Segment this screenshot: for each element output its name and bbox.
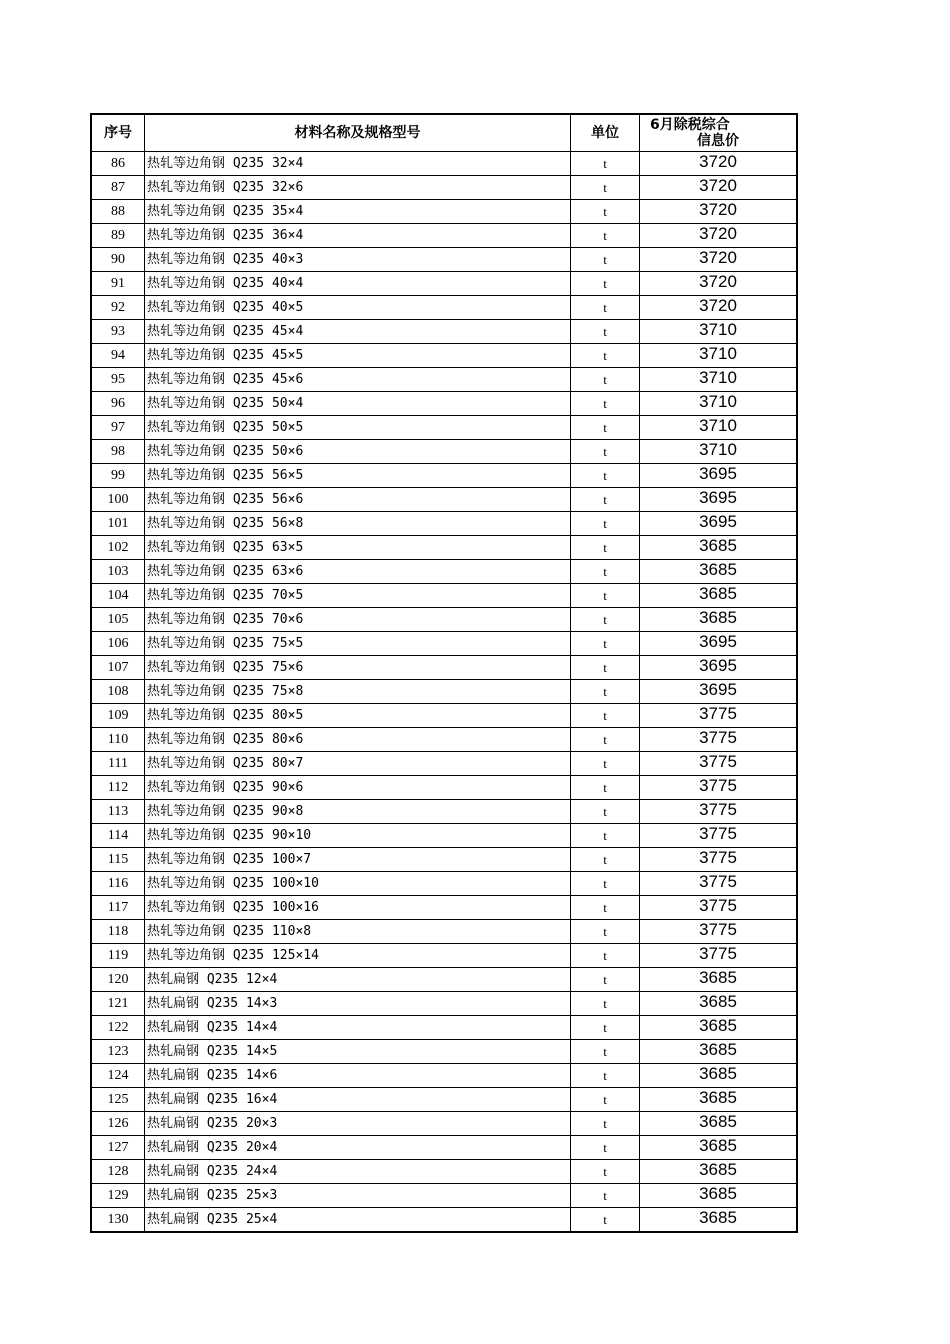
table-row	[91, 1088, 797, 1112]
row-no: 118	[91, 920, 145, 944]
row-no: 104	[91, 584, 145, 608]
table-row	[91, 1208, 797, 1233]
table-row	[91, 752, 797, 776]
header-unit: 单位	[571, 114, 640, 152]
row-name: 热轧等边角钢 Q235 40×4	[145, 272, 571, 296]
row-price: 3685	[640, 1040, 798, 1064]
price-table	[90, 113, 798, 1233]
row-no: 129	[91, 1184, 145, 1208]
row-name: 热轧等边角钢 Q235 32×6	[145, 176, 571, 200]
row-unit: t	[571, 872, 640, 896]
row-no: 123	[91, 1040, 145, 1064]
table-row	[91, 728, 797, 752]
row-price: 3710	[640, 344, 798, 368]
row-unit: t	[571, 1208, 640, 1233]
table-row	[91, 536, 797, 560]
row-name: 热轧等边角钢 Q235 125×14	[145, 944, 571, 968]
table-row	[91, 152, 797, 176]
header-price-line2: 信息价	[697, 133, 739, 149]
row-price: 3685	[640, 1064, 798, 1088]
header-price-line1: 6月除税综合	[650, 117, 730, 133]
row-unit: t	[571, 416, 640, 440]
table-row	[91, 704, 797, 728]
row-price: 3775	[640, 824, 798, 848]
row-unit: t	[571, 752, 640, 776]
row-name: 热轧等边角钢 Q235 50×5	[145, 416, 571, 440]
table-row	[91, 872, 797, 896]
row-price: 3720	[640, 296, 798, 320]
table-row	[91, 896, 797, 920]
row-price: 3695	[640, 488, 798, 512]
table-row	[91, 272, 797, 296]
row-unit: t	[571, 440, 640, 464]
row-unit: t	[571, 224, 640, 248]
row-price: 3695	[640, 512, 798, 536]
row-no: 98	[91, 440, 145, 464]
row-unit: t	[571, 176, 640, 200]
row-unit: t	[571, 320, 640, 344]
row-no: 103	[91, 560, 145, 584]
row-price: 3775	[640, 800, 798, 824]
row-price: 3695	[640, 464, 798, 488]
row-name: 热轧等边角钢 Q235 75×8	[145, 680, 571, 704]
row-price: 3775	[640, 728, 798, 752]
row-name: 热轧等边角钢 Q235 70×5	[145, 584, 571, 608]
row-price: 3720	[640, 152, 798, 176]
row-unit: t	[571, 512, 640, 536]
table-row	[91, 800, 797, 824]
row-price: 3685	[640, 584, 798, 608]
row-name: 热轧等边角钢 Q235 80×7	[145, 752, 571, 776]
row-no: 120	[91, 968, 145, 992]
row-unit: t	[571, 1064, 640, 1088]
row-no: 110	[91, 728, 145, 752]
row-name: 热轧等边角钢 Q235 50×4	[145, 392, 571, 416]
row-no: 106	[91, 632, 145, 656]
row-unit: t	[571, 248, 640, 272]
row-no: 127	[91, 1136, 145, 1160]
row-unit: t	[571, 680, 640, 704]
header-price	[640, 114, 798, 152]
table-body	[91, 152, 797, 1233]
row-no: 87	[91, 176, 145, 200]
row-no: 89	[91, 224, 145, 248]
row-no: 126	[91, 1112, 145, 1136]
row-name: 热轧等边角钢 Q235 63×5	[145, 536, 571, 560]
table-row	[91, 776, 797, 800]
row-unit: t	[571, 608, 640, 632]
row-no: 92	[91, 296, 145, 320]
row-name: 热轧扁钢 Q235 25×3	[145, 1184, 571, 1208]
table-row	[91, 392, 797, 416]
row-name: 热轧等边角钢 Q235 56×6	[145, 488, 571, 512]
table-row	[91, 344, 797, 368]
row-unit: t	[571, 1088, 640, 1112]
row-unit: t	[571, 536, 640, 560]
table-row	[91, 224, 797, 248]
row-name: 热轧等边角钢 Q235 100×7	[145, 848, 571, 872]
row-unit: t	[571, 920, 640, 944]
row-name: 热轧等边角钢 Q235 90×10	[145, 824, 571, 848]
row-name: 热轧等边角钢 Q235 35×4	[145, 200, 571, 224]
row-unit: t	[571, 560, 640, 584]
row-price: 3710	[640, 440, 798, 464]
row-no: 102	[91, 536, 145, 560]
row-price: 3685	[640, 1136, 798, 1160]
row-price: 3685	[640, 1160, 798, 1184]
row-price: 3775	[640, 896, 798, 920]
row-price: 3685	[640, 1016, 798, 1040]
row-name: 热轧等边角钢 Q235 40×3	[145, 248, 571, 272]
row-unit: t	[571, 1160, 640, 1184]
table-row	[91, 1064, 797, 1088]
header-name: 材料名称及规格型号	[145, 114, 571, 152]
row-price: 3720	[640, 248, 798, 272]
row-price: 3710	[640, 368, 798, 392]
row-price: 3720	[640, 200, 798, 224]
row-price: 3710	[640, 392, 798, 416]
table-row	[91, 968, 797, 992]
row-no: 121	[91, 992, 145, 1016]
row-unit: t	[571, 704, 640, 728]
table-row	[91, 824, 797, 848]
row-no: 101	[91, 512, 145, 536]
table-row	[91, 1040, 797, 1064]
row-price: 3775	[640, 704, 798, 728]
row-name: 热轧等边角钢 Q235 36×4	[145, 224, 571, 248]
row-no: 96	[91, 392, 145, 416]
table-row	[91, 296, 797, 320]
row-price: 3685	[640, 968, 798, 992]
row-price: 3775	[640, 944, 798, 968]
row-price: 3775	[640, 872, 798, 896]
row-no: 105	[91, 608, 145, 632]
row-no: 91	[91, 272, 145, 296]
row-price: 3695	[640, 656, 798, 680]
row-no: 125	[91, 1088, 145, 1112]
row-no: 93	[91, 320, 145, 344]
row-no: 109	[91, 704, 145, 728]
row-unit: t	[571, 392, 640, 416]
table-row	[91, 608, 797, 632]
row-unit: t	[571, 200, 640, 224]
row-price: 3775	[640, 776, 798, 800]
row-price: 3775	[640, 920, 798, 944]
row-name: 热轧等边角钢 Q235 100×10	[145, 872, 571, 896]
row-unit: t	[571, 272, 640, 296]
table-row	[91, 848, 797, 872]
row-unit: t	[571, 848, 640, 872]
row-price: 3710	[640, 320, 798, 344]
row-no: 99	[91, 464, 145, 488]
row-name: 热轧等边角钢 Q235 56×5	[145, 464, 571, 488]
row-price: 3685	[640, 1112, 798, 1136]
table-row	[91, 1184, 797, 1208]
table-row	[91, 944, 797, 968]
row-no: 108	[91, 680, 145, 704]
row-name: 热轧等边角钢 Q235 75×5	[145, 632, 571, 656]
table-row	[91, 680, 797, 704]
row-unit: t	[571, 656, 640, 680]
row-name: 热轧扁钢 Q235 24×4	[145, 1160, 571, 1184]
row-unit: t	[571, 800, 640, 824]
row-price: 3685	[640, 560, 798, 584]
row-no: 95	[91, 368, 145, 392]
row-name: 热轧扁钢 Q235 14×3	[145, 992, 571, 1016]
row-name: 热轧等边角钢 Q235 32×4	[145, 152, 571, 176]
table-row	[91, 416, 797, 440]
row-no: 115	[91, 848, 145, 872]
table-row	[91, 584, 797, 608]
row-unit: t	[571, 152, 640, 176]
row-no: 128	[91, 1160, 145, 1184]
table-row	[91, 920, 797, 944]
table-row	[91, 1016, 797, 1040]
row-unit: t	[571, 1136, 640, 1160]
row-price: 3775	[640, 848, 798, 872]
row-unit: t	[571, 944, 640, 968]
row-price: 3720	[640, 224, 798, 248]
row-price: 3685	[640, 536, 798, 560]
table-row	[91, 440, 797, 464]
row-no: 117	[91, 896, 145, 920]
table-row	[91, 992, 797, 1016]
row-name: 热轧扁钢 Q235 14×5	[145, 1040, 571, 1064]
row-unit: t	[571, 488, 640, 512]
row-unit: t	[571, 1184, 640, 1208]
row-no: 122	[91, 1016, 145, 1040]
row-price: 3775	[640, 752, 798, 776]
row-unit: t	[571, 368, 640, 392]
row-no: 116	[91, 872, 145, 896]
row-name: 热轧等边角钢 Q235 45×5	[145, 344, 571, 368]
row-name: 热轧等边角钢 Q235 50×6	[145, 440, 571, 464]
row-price: 3720	[640, 272, 798, 296]
row-price: 3685	[640, 1184, 798, 1208]
row-unit: t	[571, 1016, 640, 1040]
row-price: 3685	[640, 608, 798, 632]
row-unit: t	[571, 896, 640, 920]
row-no: 114	[91, 824, 145, 848]
row-no: 112	[91, 776, 145, 800]
table-row	[91, 1160, 797, 1184]
table-row	[91, 248, 797, 272]
row-unit: t	[571, 632, 640, 656]
row-unit: t	[571, 344, 640, 368]
table-row	[91, 512, 797, 536]
row-name: 热轧等边角钢 Q235 45×6	[145, 368, 571, 392]
row-no: 100	[91, 488, 145, 512]
row-price: 3710	[640, 416, 798, 440]
row-name: 热轧等边角钢 Q235 110×8	[145, 920, 571, 944]
row-unit: t	[571, 776, 640, 800]
row-unit: t	[571, 968, 640, 992]
row-name: 热轧扁钢 Q235 14×4	[145, 1016, 571, 1040]
table-row	[91, 176, 797, 200]
table-row	[91, 1136, 797, 1160]
row-unit: t	[571, 1112, 640, 1136]
row-unit: t	[571, 728, 640, 752]
row-no: 97	[91, 416, 145, 440]
header-row	[91, 114, 797, 152]
row-no: 107	[91, 656, 145, 680]
table-row	[91, 320, 797, 344]
table-row	[91, 1112, 797, 1136]
row-name: 热轧等边角钢 Q235 70×6	[145, 608, 571, 632]
row-no: 90	[91, 248, 145, 272]
row-name: 热轧等边角钢 Q235 80×6	[145, 728, 571, 752]
row-name: 热轧等边角钢 Q235 90×6	[145, 776, 571, 800]
row-no: 113	[91, 800, 145, 824]
row-price: 3695	[640, 632, 798, 656]
row-no: 119	[91, 944, 145, 968]
table-row	[91, 488, 797, 512]
row-price: 3685	[640, 1208, 798, 1233]
row-unit: t	[571, 1040, 640, 1064]
row-price: 3695	[640, 680, 798, 704]
row-unit: t	[571, 824, 640, 848]
row-name: 热轧扁钢 Q235 12×4	[145, 968, 571, 992]
row-unit: t	[571, 296, 640, 320]
row-no: 86	[91, 152, 145, 176]
table-row	[91, 656, 797, 680]
row-no: 111	[91, 752, 145, 776]
table-row	[91, 200, 797, 224]
row-name: 热轧等边角钢 Q235 80×5	[145, 704, 571, 728]
row-name: 热轧等边角钢 Q235 56×8	[145, 512, 571, 536]
row-no: 124	[91, 1064, 145, 1088]
row-unit: t	[571, 584, 640, 608]
row-name: 热轧扁钢 Q235 20×4	[145, 1136, 571, 1160]
row-no: 88	[91, 200, 145, 224]
row-no: 94	[91, 344, 145, 368]
header-no: 序号	[91, 114, 145, 152]
row-unit: t	[571, 464, 640, 488]
row-name: 热轧等边角钢 Q235 90×8	[145, 800, 571, 824]
table-row	[91, 464, 797, 488]
row-price: 3685	[640, 1088, 798, 1112]
row-name: 热轧扁钢 Q235 14×6	[145, 1064, 571, 1088]
row-price: 3685	[640, 992, 798, 1016]
row-name: 热轧扁钢 Q235 25×4	[145, 1208, 571, 1233]
row-name: 热轧等边角钢 Q235 75×6	[145, 656, 571, 680]
row-price: 3720	[640, 176, 798, 200]
table-row	[91, 560, 797, 584]
row-name: 热轧扁钢 Q235 20×3	[145, 1112, 571, 1136]
table-row	[91, 632, 797, 656]
row-name: 热轧等边角钢 Q235 40×5	[145, 296, 571, 320]
row-name: 热轧扁钢 Q235 16×4	[145, 1088, 571, 1112]
row-name: 热轧等边角钢 Q235 63×6	[145, 560, 571, 584]
row-name: 热轧等边角钢 Q235 45×4	[145, 320, 571, 344]
row-no: 130	[91, 1208, 145, 1233]
row-unit: t	[571, 992, 640, 1016]
table-row	[91, 368, 797, 392]
row-name: 热轧等边角钢 Q235 100×16	[145, 896, 571, 920]
